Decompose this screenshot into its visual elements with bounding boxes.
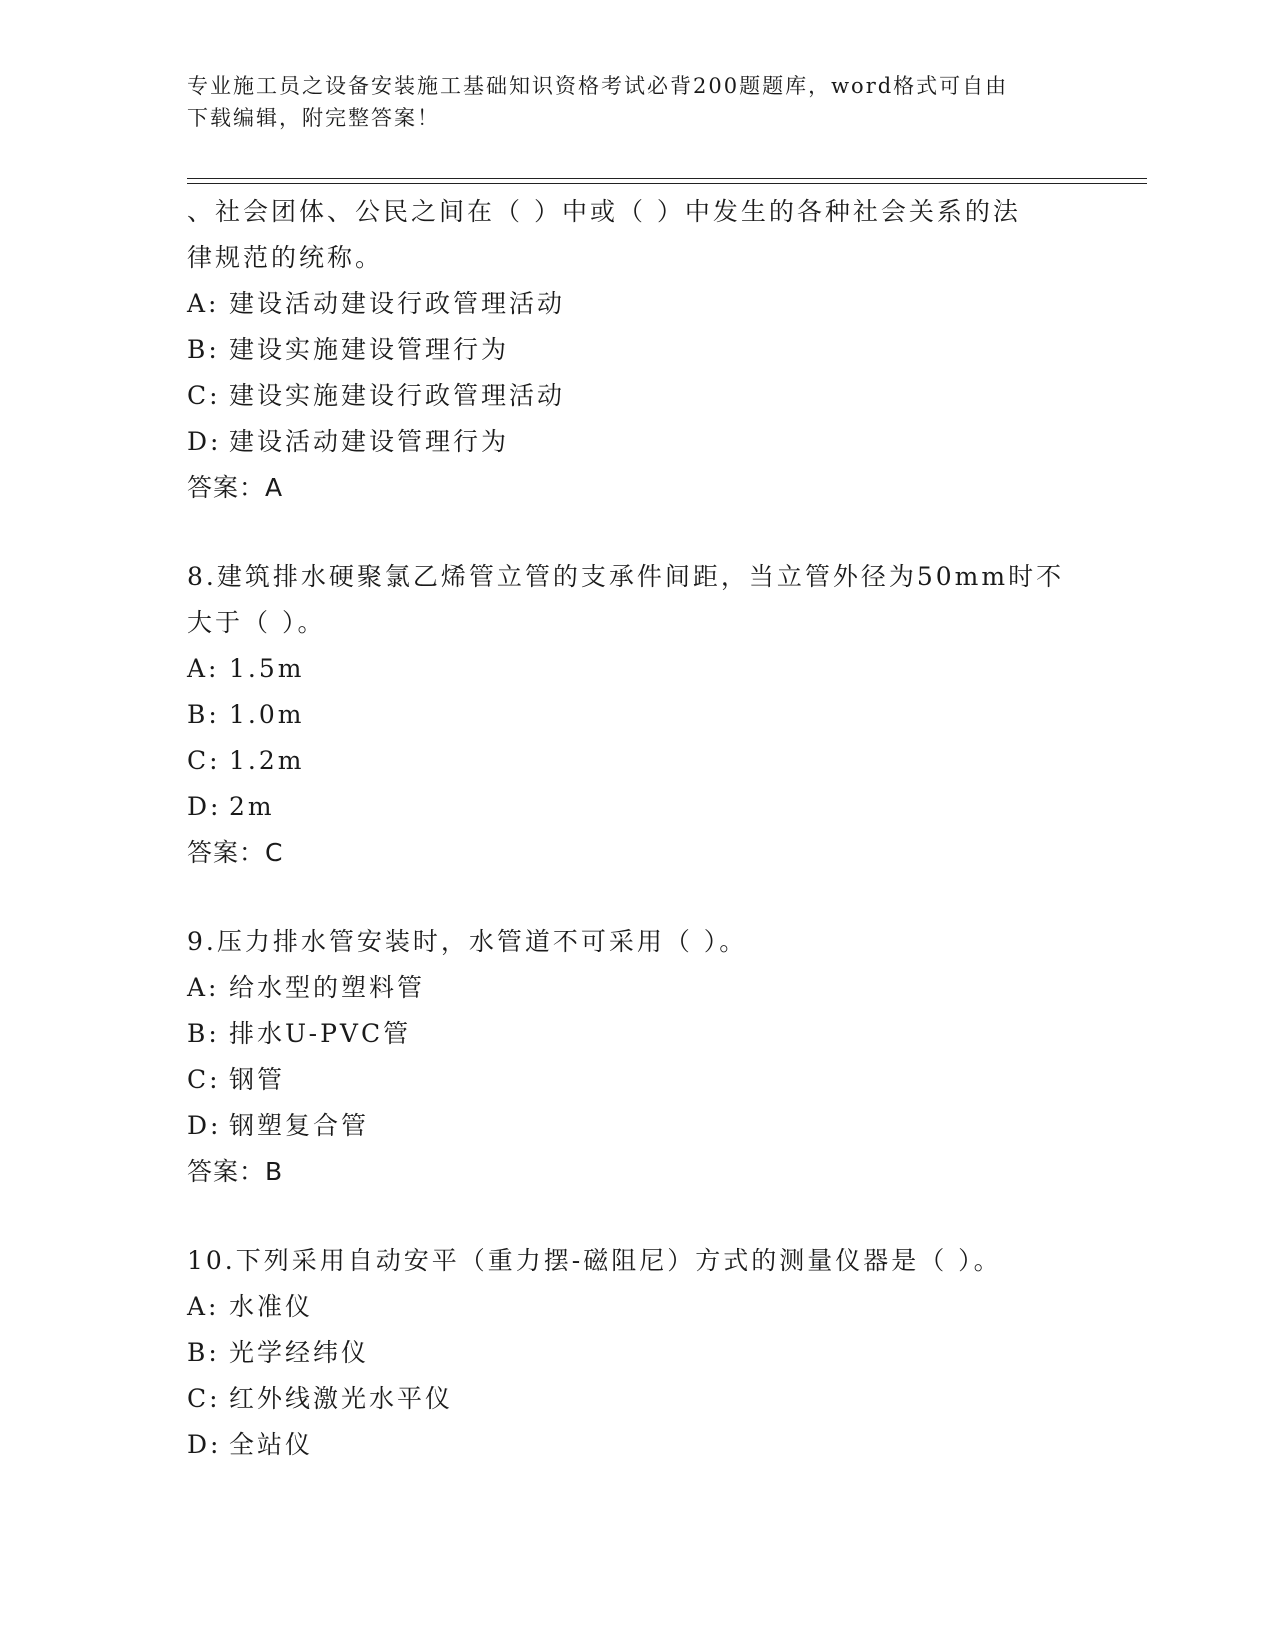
- option-key: A:: [187, 973, 220, 1002]
- question-block: [187, 1238, 1087, 1468]
- option-text: 2m: [229, 792, 275, 821]
- option-a: [187, 1284, 1087, 1330]
- question-stem-line: 律规范的统称。: [187, 243, 384, 272]
- option-key: C:: [187, 381, 221, 410]
- question-spacer: [187, 511, 1087, 554]
- option-key: B:: [187, 1019, 220, 1048]
- document-header: [187, 70, 1067, 134]
- question-stem-line: 8.建筑排水硬聚氯乙烯管立管的支承件间距，当立管外径为50mm时不: [187, 562, 1065, 591]
- option-d: [187, 1422, 1087, 1468]
- option-key: A:: [187, 289, 220, 318]
- option-d: [187, 419, 1087, 465]
- option-key: D:: [187, 1111, 222, 1140]
- question-stem-line: 大于（ ）。: [187, 608, 326, 637]
- option-text: 建设实施建设行政管理活动: [229, 381, 566, 410]
- question-stem-line: 10.下列采用自动安平（重力摆-磁阻尼）方式的测量仪器是（ ）。: [187, 1246, 1002, 1275]
- question-spacer: [187, 1195, 1087, 1238]
- header-rule-top: [187, 178, 1147, 179]
- option-key: A:: [187, 1292, 220, 1321]
- option-text: 水准仪: [229, 1292, 314, 1321]
- option-key: C:: [187, 1065, 221, 1094]
- question-block: [187, 554, 1087, 876]
- option-text: 红外线激光水平仪: [229, 1384, 454, 1413]
- option-key: B:: [187, 1338, 220, 1367]
- option-key: C:: [187, 746, 221, 775]
- option-text: 全站仪: [229, 1430, 314, 1459]
- option-text: 给水型的塑料管: [229, 973, 426, 1002]
- option-text: 光学经纬仪: [229, 1338, 370, 1367]
- option-c: [187, 738, 1087, 784]
- option-text: 排水U-PVC管: [229, 1019, 412, 1048]
- question-block: [187, 919, 1087, 1195]
- option-text: 钢塑复合管: [229, 1111, 370, 1140]
- question-stem-line: 9.压力排水管安装时，水管道不可采用（ ）。: [187, 927, 748, 956]
- answer-line: 答案：A: [187, 473, 284, 502]
- option-d: [187, 784, 1087, 830]
- option-text: 建设活动建设管理行为: [229, 427, 510, 456]
- option-a: [187, 281, 1087, 327]
- option-text: 1.5m: [229, 654, 305, 683]
- option-key: D:: [187, 792, 222, 821]
- question-block: [187, 189, 1087, 511]
- option-text: 1.0m: [229, 700, 305, 729]
- option-a: [187, 646, 1087, 692]
- header-rule-bottom: [187, 183, 1147, 184]
- header-line-2: 下载编辑，附完整答案！: [187, 106, 440, 130]
- option-b: [187, 692, 1087, 738]
- answer-line: 答案：C: [187, 838, 284, 867]
- question-list: [187, 189, 1087, 1468]
- option-key: D:: [187, 427, 222, 456]
- question-stem-line: 、社会团体、公民之间在（ ）中或（ ）中发生的各种社会关系的法: [187, 197, 1021, 226]
- question-spacer: [187, 876, 1087, 919]
- option-key: B:: [187, 335, 220, 364]
- option-text: 钢管: [229, 1065, 286, 1094]
- option-key: D:: [187, 1430, 222, 1459]
- option-text: 建设活动建设行政管理活动: [229, 289, 566, 318]
- option-text: 建设实施建设管理行为: [229, 335, 510, 364]
- option-text: 1.2m: [229, 746, 305, 775]
- option-d: [187, 1103, 1087, 1149]
- option-b: [187, 327, 1087, 373]
- option-c: [187, 1376, 1087, 1422]
- option-b: [187, 1330, 1087, 1376]
- option-c: [187, 373, 1087, 419]
- header-line-1: 专业施工员之设备安装施工基础知识资格考试必背200题题库，word格式可自由: [187, 74, 1009, 98]
- option-key: C:: [187, 1384, 221, 1413]
- option-b: [187, 1011, 1087, 1057]
- option-c: [187, 1057, 1087, 1103]
- option-a: [187, 965, 1087, 1011]
- option-key: B:: [187, 700, 220, 729]
- answer-line: 答案：B: [187, 1157, 284, 1186]
- option-key: A:: [187, 654, 220, 683]
